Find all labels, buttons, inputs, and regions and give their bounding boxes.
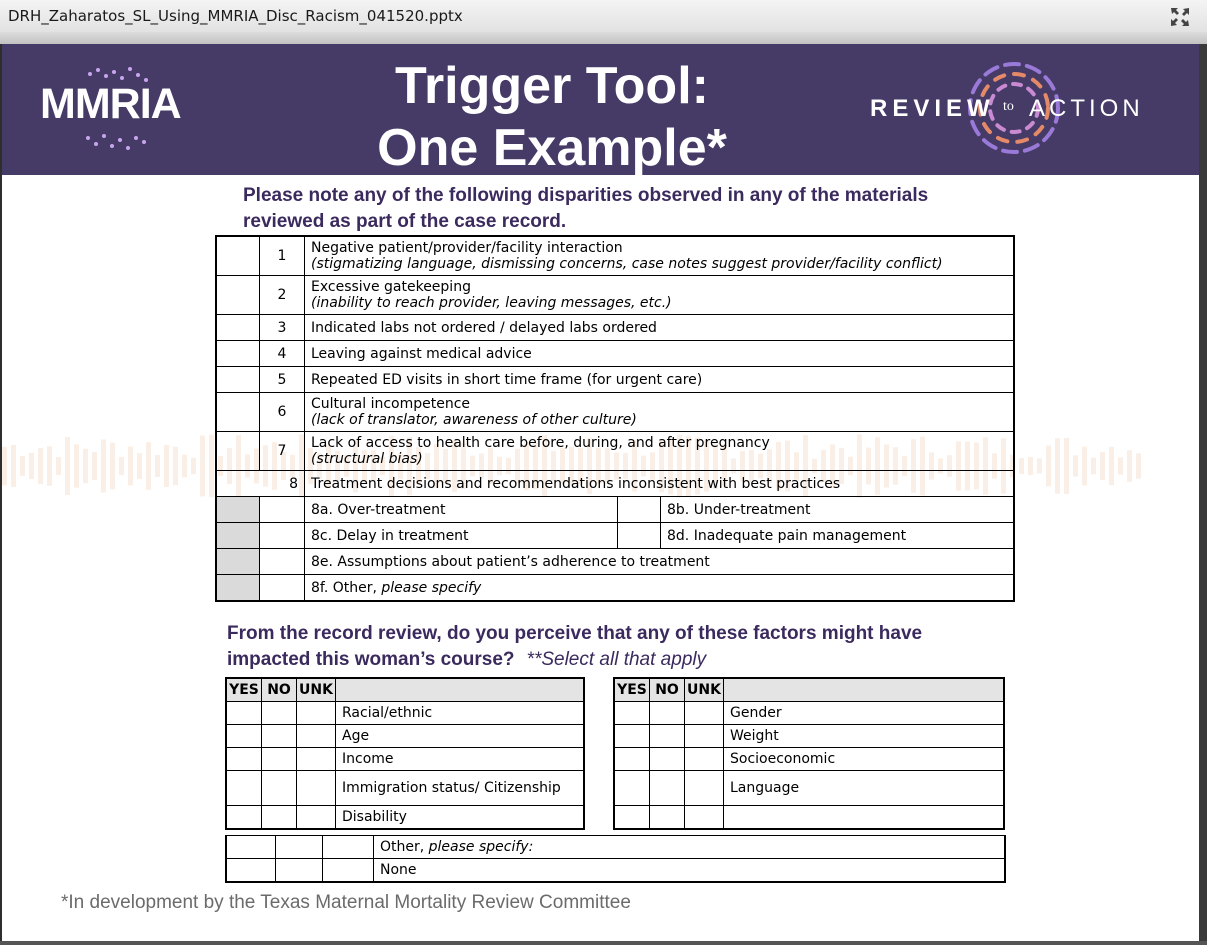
- factor-label: Income: [336, 748, 585, 771]
- checkbox-cell[interactable]: [216, 236, 260, 276]
- factor-row-none: [226, 859, 1005, 883]
- no-cell[interactable]: [650, 702, 685, 725]
- item-label: Leaving against medical advice: [305, 341, 1015, 367]
- factor-row: [226, 725, 584, 748]
- yes-cell[interactable]: [614, 771, 650, 806]
- slide-title-line2: One Example*: [377, 119, 727, 177]
- yes-cell[interactable]: [226, 836, 276, 859]
- no-cell[interactable]: [650, 725, 685, 748]
- factor-label: Language: [724, 771, 1005, 806]
- yes-cell[interactable]: [614, 725, 650, 748]
- checkbox-cell[interactable]: [618, 523, 661, 549]
- factor-row: [614, 725, 1004, 748]
- disparity-row-8f: [216, 575, 1014, 602]
- disparity-row-6: [216, 393, 1014, 432]
- factors-table-extra: [225, 835, 1006, 883]
- sub-item-label: 8a. Over-treatment: [305, 497, 618, 523]
- fullscreen-expand-icon[interactable]: [1169, 6, 1191, 28]
- disparity-row-8e: [216, 549, 1014, 575]
- factor-row: [614, 806, 1004, 830]
- sub-item-label: 8f. Other, please specify: [305, 575, 1015, 602]
- header-no: NO: [650, 678, 685, 702]
- file-name: DRH_Zaharatos_SL_Using_MMRIA_Disc_Racism_041520.pptx: [8, 7, 463, 25]
- sub-item-label: 8e. Assumptions about patient’s adherence to treatment: [305, 549, 1015, 575]
- header-factor: [724, 678, 1005, 702]
- item-number: 3: [260, 315, 305, 341]
- factor-label: Weight: [724, 725, 1005, 748]
- factor-row: [226, 748, 584, 771]
- shaded-cell: [216, 549, 260, 575]
- item-number: 5: [260, 367, 305, 393]
- item-label: Indicated labs not ordered / delayed labs ordered: [305, 315, 1015, 341]
- disparity-row-5: [216, 367, 1014, 393]
- factor-label: Age: [336, 725, 585, 748]
- no-cell[interactable]: [650, 806, 685, 830]
- header-unk: UNK: [297, 678, 336, 702]
- header-yes: YES: [226, 678, 262, 702]
- item-label: Cultural incompetence (lack of translator, awareness of other culture): [305, 393, 1015, 432]
- unk-cell[interactable]: [323, 859, 374, 883]
- unk-cell[interactable]: [685, 771, 724, 806]
- r2a-to-text: to: [1003, 99, 1014, 114]
- disparity-row-2: [216, 276, 1014, 315]
- yes-cell[interactable]: [226, 771, 262, 806]
- shaded-cell: [216, 497, 260, 523]
- factors-prompt: From the record review, do you perceive that any of these factors might have impacted this woman’s course? **Select all that apply: [227, 623, 923, 670]
- factor-label: Racial/ethnic: [336, 702, 585, 725]
- item-number: 6: [260, 393, 305, 432]
- shaded-cell: [216, 575, 260, 602]
- unk-cell[interactable]: [297, 725, 336, 748]
- checkbox-cell[interactable]: [260, 549, 305, 575]
- unk-cell[interactable]: [297, 771, 336, 806]
- factors-table-left: [225, 677, 585, 830]
- factors-prompt-aside: **Select all that apply: [526, 649, 707, 670]
- unk-cell[interactable]: [685, 748, 724, 771]
- unk-cell[interactable]: [297, 748, 336, 771]
- unk-cell[interactable]: [685, 725, 724, 748]
- disparity-row-3: [216, 315, 1014, 341]
- factor-row: [226, 702, 584, 725]
- disparity-row-8: [216, 471, 1014, 497]
- disparities-table: [215, 235, 1015, 602]
- checkbox-cell[interactable]: [260, 523, 305, 549]
- yes-cell[interactable]: [226, 748, 262, 771]
- yes-cell[interactable]: [226, 702, 262, 725]
- no-cell[interactable]: [262, 771, 297, 806]
- checkbox-cell[interactable]: [260, 575, 305, 602]
- yes-cell[interactable]: [614, 748, 650, 771]
- sub-item-label: 8d. Inadequate pain management: [661, 523, 1015, 549]
- unk-cell[interactable]: [685, 702, 724, 725]
- unk-cell[interactable]: [685, 806, 724, 830]
- disparity-row-4: [216, 341, 1014, 367]
- factor-label: Other, please specify:: [374, 836, 1006, 859]
- disparity-row-7: [216, 432, 1014, 471]
- slide-title-line1: Trigger Tool:: [395, 57, 709, 115]
- no-cell[interactable]: [262, 702, 297, 725]
- toolbar-strip: [0, 32, 1207, 44]
- mmria-logo-text: MMRIA: [40, 80, 181, 128]
- item-label: Excessive gatekeeping (inability to reach provider, leaving messages, etc.): [305, 276, 1015, 315]
- no-cell[interactable]: [650, 748, 685, 771]
- no-cell[interactable]: [276, 859, 323, 883]
- sub-item-label: 8b. Under-treatment: [661, 497, 1015, 523]
- disparity-row-1: [216, 236, 1014, 276]
- unk-cell[interactable]: [297, 806, 336, 830]
- window-right-edge: [1199, 44, 1207, 941]
- item-number: 4: [260, 341, 305, 367]
- window-title-bar: [0, 0, 1207, 33]
- header-yes: YES: [614, 678, 650, 702]
- checkbox-cell[interactable]: [216, 315, 260, 341]
- checkbox-cell[interactable]: [216, 393, 260, 432]
- disparity-row-8c-8d: [216, 523, 1014, 549]
- factor-row: [226, 771, 584, 806]
- unk-cell[interactable]: [323, 836, 374, 859]
- factor-label: Gender: [724, 702, 1005, 725]
- item-label: Negative patient/provider/facility interaction (stigmatizing language, dismissing concerns, case notes suggest provider/facility conflict): [305, 236, 1015, 276]
- r2a-review-text: REVIEW: [870, 95, 995, 122]
- factors-table-right: [613, 677, 1005, 830]
- factor-row: [614, 748, 1004, 771]
- factor-label: Immigration status/ Citizenship: [336, 771, 585, 806]
- slide-banner: [2, 44, 1199, 175]
- sub-item-label: 8c. Delay in treatment: [305, 523, 618, 549]
- shaded-cell: [216, 523, 260, 549]
- item-label: Repeated ED visits in short time frame (for urgent care): [305, 367, 1015, 393]
- slide: [2, 44, 1199, 941]
- item-number: 8: [216, 471, 305, 497]
- factor-row: [226, 806, 584, 830]
- factor-label: Socioeconomic: [724, 748, 1005, 771]
- checkbox-cell[interactable]: [216, 341, 260, 367]
- header-factor: [336, 678, 585, 702]
- yes-cell[interactable]: [614, 702, 650, 725]
- no-cell[interactable]: [276, 836, 323, 859]
- no-cell[interactable]: [262, 725, 297, 748]
- header-no: NO: [262, 678, 297, 702]
- disparities-prompt: Please note any of the following disparities observed in any of the materials reviewed as part of the case record.: [243, 185, 929, 232]
- unk-cell[interactable]: [297, 702, 336, 725]
- yes-cell[interactable]: [226, 859, 276, 883]
- checkbox-cell[interactable]: [216, 432, 260, 471]
- disparity-row-8a-8b: [216, 497, 1014, 523]
- r2a-action-text: ACTION: [1029, 95, 1144, 122]
- no-cell[interactable]: [262, 806, 297, 830]
- checkbox-cell[interactable]: [216, 367, 260, 393]
- item-number: 1: [260, 236, 305, 276]
- footnote: *In development by the Texas Maternal Mortality Review Committee: [61, 892, 631, 913]
- item-label: Treatment decisions and recommendations inconsistent with best practices: [305, 471, 1015, 497]
- factor-label: [724, 806, 1005, 830]
- yes-cell[interactable]: [226, 806, 262, 830]
- factor-row-other: [226, 836, 1005, 859]
- yes-cell[interactable]: [226, 725, 262, 748]
- factor-row: [614, 771, 1004, 806]
- item-number: 7: [260, 432, 305, 471]
- factor-label: None: [374, 859, 1006, 883]
- header-unk: UNK: [685, 678, 724, 702]
- item-number: 2: [260, 276, 305, 315]
- factor-row: [614, 702, 1004, 725]
- factor-label: Disability: [336, 806, 585, 830]
- window-bottom-edge: [0, 941, 1207, 945]
- item-label: Lack of access to health care before, during, and after pregnancy (structural bias): [305, 432, 1015, 471]
- no-cell[interactable]: [650, 771, 685, 806]
- checkbox-cell[interactable]: [260, 497, 305, 523]
- no-cell[interactable]: [262, 748, 297, 771]
- checkbox-cell[interactable]: [618, 497, 661, 523]
- yes-cell[interactable]: [614, 806, 650, 830]
- checkbox-cell[interactable]: [216, 276, 260, 315]
